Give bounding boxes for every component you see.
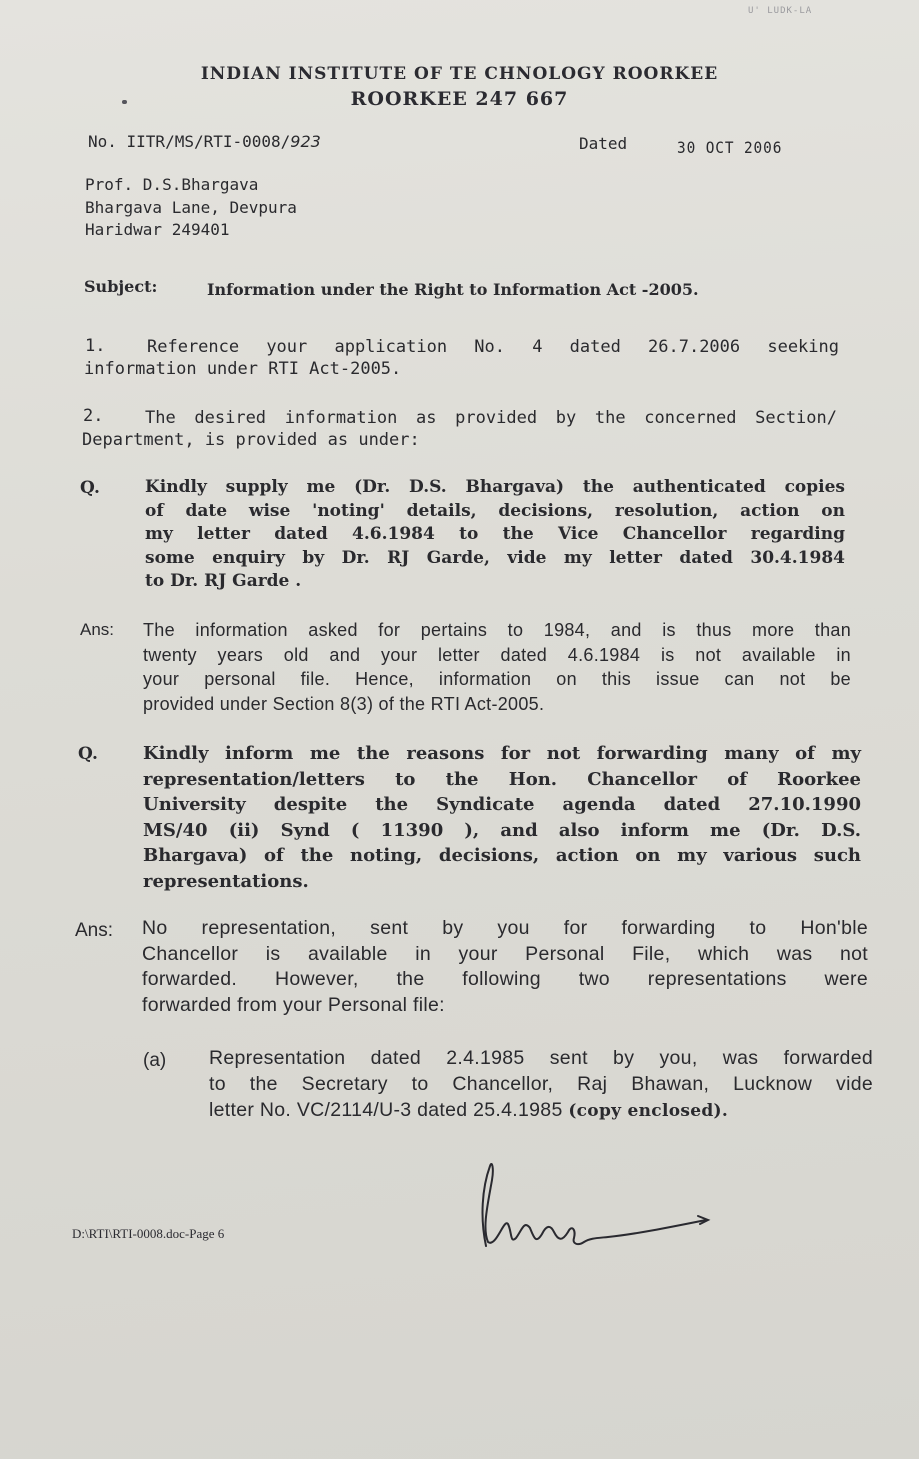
question-1-label: Q. <box>80 478 100 498</box>
question-2-line: representation/letters to the Hon. Chancellor of Roorkee <box>143 768 861 790</box>
question-2-line: MS/40 (ii) Synd ( 11390 ), and also inform me (Dr. D.S. <box>143 819 861 841</box>
addressee-name: Prof. D.S.Bhargava <box>85 175 259 194</box>
addressee-line1: Bhargava Lane, Devpura <box>85 198 297 217</box>
subitem-a-line2: to the Secretary to Chancellor, Raj Bhawan, Lucknow vide <box>209 1073 873 1095</box>
question-1-line: Kindly supply me (Dr. D.S. Bhargava) the authenticated copies <box>145 477 845 497</box>
subitem-a-line1: Representation dated 2.4.1985 sent by you, was forwarded <box>209 1047 873 1069</box>
answer-2-line: Chancellor is available in your Personal File, which was not <box>142 942 868 965</box>
subject-text: Information under the Right to Information Act -2005. <box>207 280 699 299</box>
question-2-line: Kindly inform me the reasons for not forwarding many of my <box>143 743 861 764</box>
subitem-a-text <box>209 1045 873 1124</box>
paragraph-2-line1: The desired information as provided by the concerned Section/ <box>145 408 837 428</box>
subject-label: Subject: <box>84 277 158 296</box>
question-2-text <box>143 741 861 894</box>
question-1-line: my letter dated 4.6.1984 to the Vice Chancellor regarding <box>145 524 845 544</box>
paragraph-1-line2: information under RTI Act-2005. <box>84 359 402 379</box>
question-1-line: to Dr. RJ Garde . <box>145 571 302 591</box>
paragraph-2-line2: Department, is provided as under: <box>82 430 420 450</box>
question-1-text <box>145 476 845 594</box>
subitem-a-label: (a) <box>143 1050 167 1071</box>
reference-prefix: No. IITR/MS/RTI-0008/ <box>88 132 291 151</box>
paragraph-1-number: 1. <box>85 336 106 356</box>
answer-2-text <box>142 916 868 1018</box>
subitem-a-line3 <box>209 1097 873 1124</box>
institute-city: ROORKEE 247 667 <box>350 88 569 110</box>
answer-1-line: twenty years old and your letter dated 4.6.1984 is not available in <box>143 644 851 665</box>
paragraph-2-number: 2. <box>83 406 104 426</box>
dated-label: Dated <box>579 134 628 153</box>
answer-1-label: Ans: <box>80 620 115 639</box>
question-2-line: University despite the Syndicate agenda dated 27.10.1990 <box>143 794 861 815</box>
addressee-line2: Haridwar 249401 <box>85 220 230 239</box>
question-1-line: some enquiry by Dr. RJ Garde, vide my letter dated 30.4.1984 <box>145 547 845 568</box>
question-1-line: of date wise 'noting' details, decisions, resolution, action on <box>145 500 845 521</box>
answer-1-line: The information asked for pertains to 1984, and is thus more than <box>143 620 851 640</box>
copy-enclosed-note: (copy enclosed). <box>568 1101 729 1121</box>
reference-handwritten-number: 923 <box>290 132 321 151</box>
answer-2-label: Ans: <box>75 920 114 941</box>
corner-stamp: U' LUDK-LA <box>748 6 813 16</box>
answer-2-line: forwarded from your Personal file: <box>142 993 445 1016</box>
signature-scribble <box>466 1158 716 1253</box>
answer-1-line: provided under Section 8(3) of the RTI Act-2005. <box>143 693 545 714</box>
answer-2-line: No representation, sent by you for forwarding to Hon'ble <box>142 917 868 939</box>
paragraph-1-line1: Reference your application No. 4 dated 26.7.2006 seeking <box>147 337 839 357</box>
question-2-label: Q. <box>78 744 98 764</box>
reference-number <box>88 132 321 151</box>
answer-1-text <box>143 618 851 716</box>
answer-1-line: your personal file. Hence, information on this issue can not be <box>143 669 851 689</box>
file-path-footer: D:\RTI\RTI-0008.doc-Page 6 <box>72 1226 225 1241</box>
question-2-line: Bhargava) of the noting, decisions, action on my various such <box>143 845 861 866</box>
institute-name: INDIAN INSTITUTE OF TE CHNOLOGY ROORKEE <box>200 64 719 84</box>
answer-2-line: forwarded. However, the following two representations were <box>142 968 868 990</box>
question-2-line: representations. <box>143 870 309 892</box>
subitem-a-line3-text: letter No. VC/2114/U-3 dated 25.4.1985 <box>209 1099 569 1121</box>
date-stamp: 30 OCT 2006 <box>677 138 783 157</box>
